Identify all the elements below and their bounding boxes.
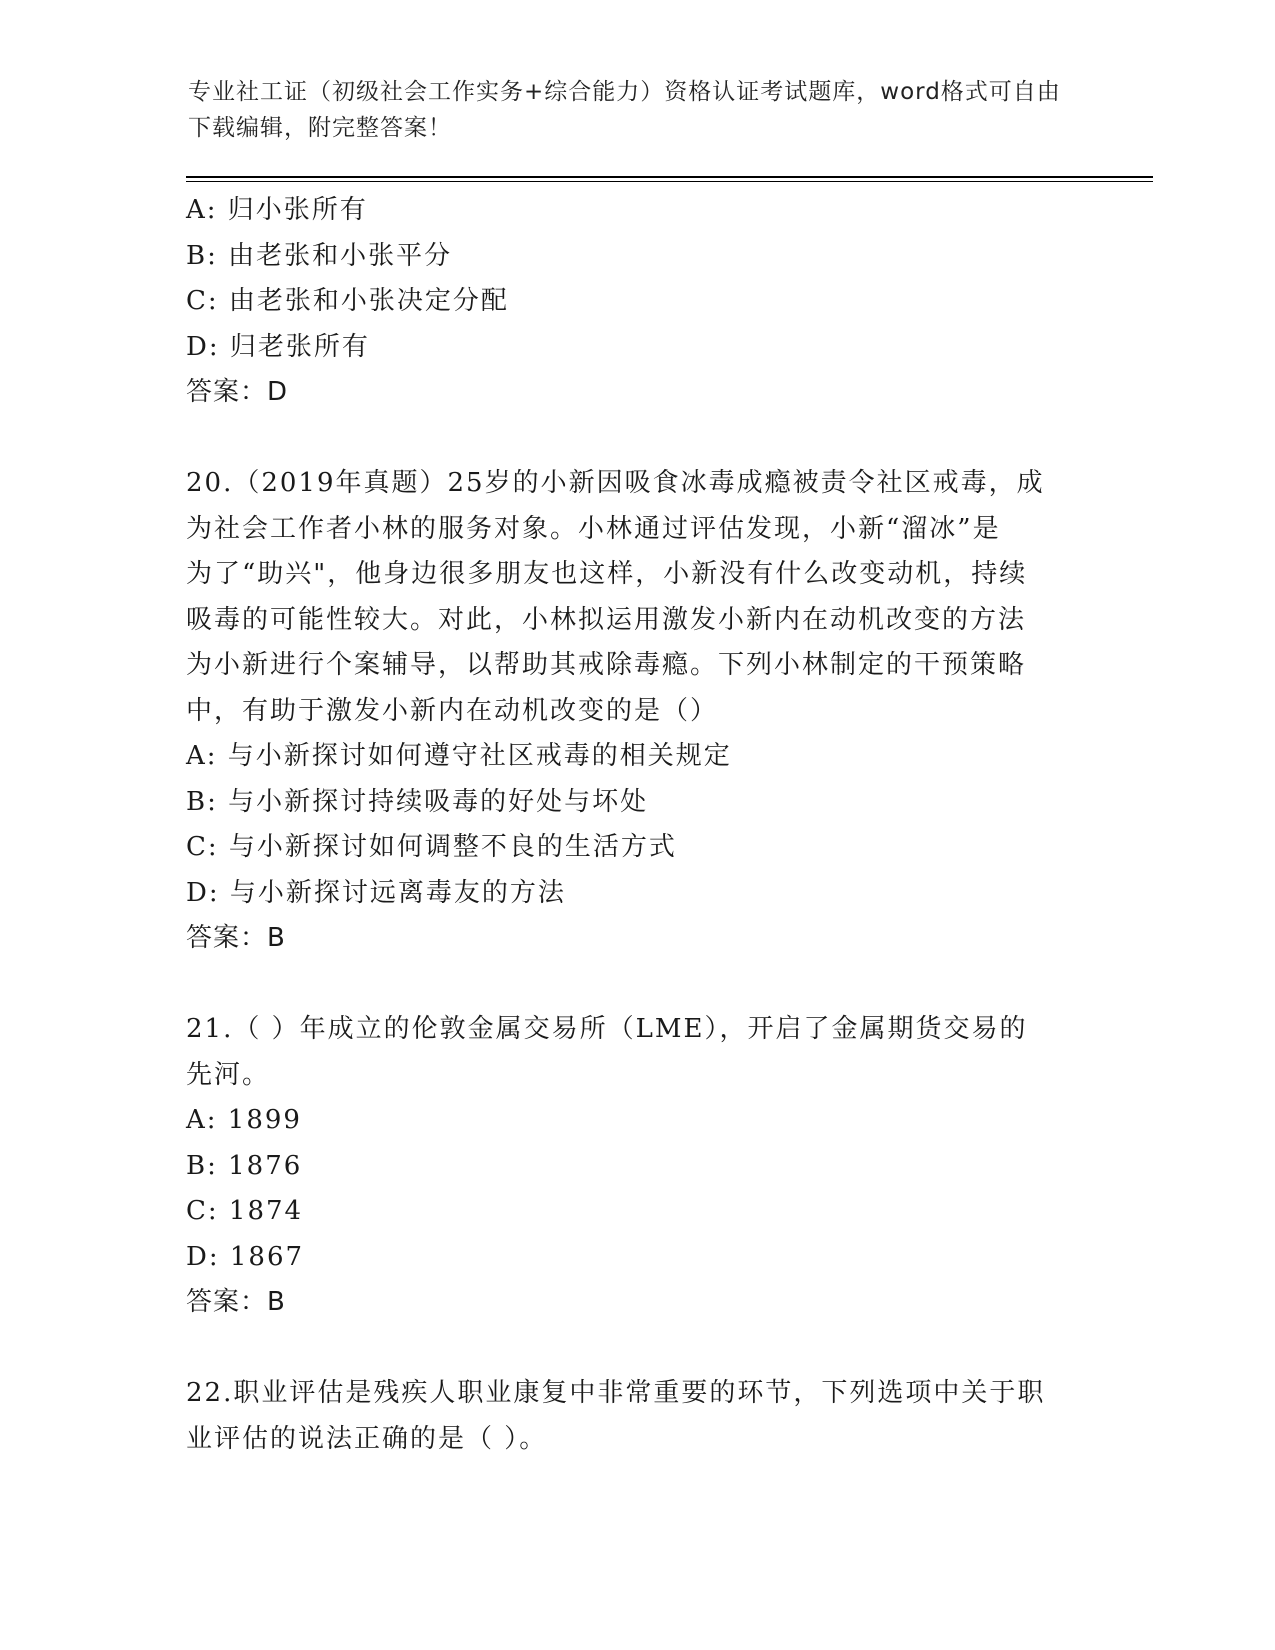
option-b: B: 1876	[186, 1150, 303, 1181]
header-divider-thin	[186, 181, 1153, 182]
header-line-1: 专业社工证（初级社会工作实务+综合能力）资格认证考试题库，word格式可自由	[188, 79, 1061, 105]
document-body	[186, 188, 1086, 1462]
answer: 答案：D	[186, 377, 289, 407]
document-header	[188, 74, 1088, 146]
question-text-line: 中，有助于激发小新内在动机改变的是（）	[186, 695, 719, 726]
header-line-2: 下载编辑，附完整答案！	[188, 115, 452, 141]
option-d: D: 1867	[186, 1241, 305, 1272]
answer: 答案：B	[186, 1287, 286, 1317]
option-b: B: 与小新探讨持续吸毒的好处与坏处	[186, 786, 649, 817]
question-21	[186, 1007, 1086, 1326]
spacer	[186, 1326, 1086, 1372]
question-text-line: 为社会工作者小林的服务对象。小林通过评估发现，小新“溜冰”是	[186, 513, 1001, 544]
option-a: A: 1899	[186, 1105, 302, 1135]
option-d: D: 归老张所有	[186, 331, 370, 362]
question-text-line: 22.职业评估是残疾人职业康复中非常重要的环节，下列选项中关于职	[186, 1378, 1046, 1408]
option-c: C: 1874	[186, 1196, 304, 1226]
option-d: D: 与小新探讨远离毒友的方法	[186, 877, 566, 908]
option-c: C: 由老张和小张决定分配	[186, 286, 509, 316]
spacer	[186, 962, 1086, 1008]
option-a: A: 归小张所有	[186, 195, 368, 225]
header-divider-thick	[186, 176, 1153, 178]
answer: 答案：B	[186, 923, 286, 953]
question-19	[186, 188, 1086, 416]
question-20	[186, 461, 1086, 962]
question-22	[186, 1371, 1086, 1462]
option-b: B: 由老张和小张平分	[186, 240, 453, 271]
question-text-line: 为小新进行个案辅导，以帮助其戒除毒瘾。下列小林制定的干预策略	[186, 650, 1027, 680]
option-c: C: 与小新探讨如何调整不良的生活方式	[186, 832, 677, 862]
question-text-line: 20.（2019年真题）25岁的小新因吸食冰毒成瘾被责令社区戒毒，成	[186, 468, 1045, 498]
question-text-line: 吸毒的可能性较大。对此，小林拟运用激发小新内在动机改变的方法	[186, 604, 1027, 635]
spacer	[186, 416, 1086, 462]
question-text-line: 21.（ ）年成立的伦敦金属交易所（LME），开启了金属期货交易的	[186, 1014, 1028, 1044]
question-text-line: 业评估的说法正确的是（ ）。	[186, 1423, 548, 1454]
option-a: A: 与小新探讨如何遵守社区戒毒的相关规定	[186, 741, 732, 771]
question-text-line: 先河。	[186, 1059, 271, 1090]
question-text-line: 为了“助兴"，他身边很多朋友也这样，小新没有什么改变动机，持续	[186, 559, 1028, 589]
